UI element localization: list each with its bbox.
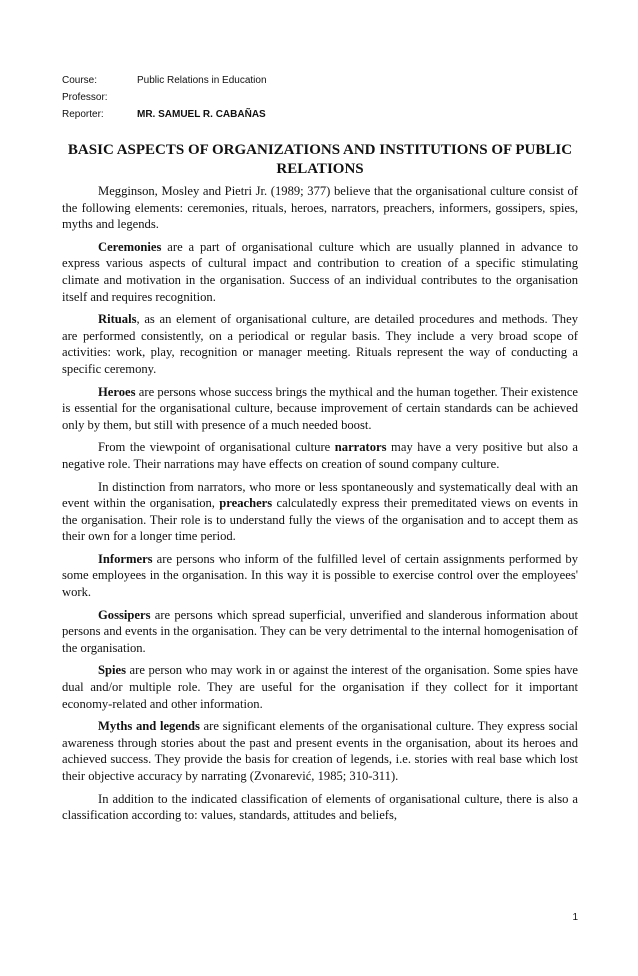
- course-row: [62, 72, 267, 89]
- course-value: Public Relations in Education: [137, 75, 267, 86]
- paragraph-text: In addition to the indicated classification of elements of organisational culture, there is also a classification according to: values, standards, attitudes and beliefs,: [62, 791, 578, 823]
- course-header: [62, 72, 267, 123]
- reporter-row: [62, 106, 267, 123]
- paragraph-classification: [62, 791, 578, 824]
- reporter-label: Reporter:: [62, 109, 104, 120]
- professor-label: Professor:: [62, 92, 108, 103]
- paragraph-text: Megginson, Mosley and Pietri Jr. (1989; 377) believe that the organisational culture consist of the following elements: ceremonies, rituals, heroes, narrators, preachers, informers, gossipers, spies, myths and legends.: [62, 184, 578, 232]
- term-myths-legends: Myths and legends: [98, 719, 200, 734]
- term-heroes: Heroes: [98, 384, 136, 399]
- paragraph-ceremonies: [62, 239, 578, 305]
- term-gossipers: Gossipers: [98, 607, 151, 622]
- paragraph-informers: [62, 551, 578, 601]
- paragraph-text: are persons who inform of the fulfilled level of certain assignments performed by some employees in the organisation. In this way it is possible to exercise control over the employees' work.: [62, 551, 578, 600]
- paragraph-pre-text: In distinction from narrators, who more or less spontaneously and systematically deal with an event within the organisation,: [62, 479, 578, 511]
- term-spies: Spies: [98, 663, 126, 678]
- paragraph-myths-legends: [62, 718, 578, 784]
- reporter-value: MR. SAMUEL R. CABAÑAS: [137, 109, 266, 120]
- paragraph-text: may have a very positive but also a negative role. Their narrations may have effects on creation of sound company culture.: [62, 440, 578, 471]
- paragraph-rituals: [62, 311, 578, 377]
- paragraph-pre-text: From the viewpoint of organisational culture: [98, 440, 335, 455]
- paragraph-text: are persons which spread superficial, unverified and slanderous information about persons and events in the organisation. They can be very detrimental to the internal homogenisation of the organisation.: [62, 607, 578, 655]
- page-number: 1: [572, 912, 578, 923]
- paragraph-intro: [62, 183, 578, 233]
- term-preachers: preachers: [219, 496, 273, 511]
- paragraph-preachers: [62, 479, 578, 545]
- paragraph-text: , as an element of organisational culture, are detailed procedures and methods. They are performed consistently, on a periodical or regular basis. They include a very broad scope of activities: work, play, recognition or manager meeting. Rituals represent the way of conducting a specific ceremony.: [62, 312, 578, 376]
- paragraph-heroes: [62, 384, 578, 434]
- paragraph-text: are persons whose success brings the mythical and the human together. Their existence is essential for the organisational culture, because improvement of certain standards can be achieved only by them, but still with presence of a much needed boost.: [62, 384, 578, 432]
- paragraph-text: are a part of organisational culture which are usually planned in advance to express various aspects of cultural impact and contribution to creation of a specific stimulating climate and motivation in the organisation. Success of an individual contributes to the organisation itself and requires recognition.: [62, 239, 578, 304]
- paragraph-spies: [62, 662, 578, 712]
- paragraph-text: are person who may work in or against the interest of the organisation. Some spies have dual and/or multiple role. They are useful for the organisation if they collect for it important economy-related and other information.: [62, 663, 578, 711]
- paragraph-narrators: [62, 439, 578, 472]
- term-rituals: Rituals: [98, 312, 137, 327]
- course-label: Course:: [62, 75, 98, 86]
- paragraph-text: are significant elements of the organisational culture. They express social awareness through stories about the past and present events in the organisation, about its heroes and achieved success. They provide the basis for creation of legends, i.e. stories with real base which lost their objective accuracy by narrating (Zvonarević, 1985; 310-311).: [62, 719, 578, 783]
- term-ceremonies: Ceremonies: [98, 239, 162, 254]
- document-title: BASIC ASPECTS OF ORGANIZATIONS AND INSTITUTIONS OF PUBLIC RELATIONS: [67, 142, 573, 177]
- document-body: [62, 183, 578, 830]
- professor-row: [62, 89, 267, 106]
- term-informers: Informers: [98, 551, 153, 566]
- paragraph-text: calculatedly express their premeditated views on events in the organisation. Their role is to understand fully the views of the organisation and to accept them as their own for a longer time period.: [62, 496, 578, 544]
- paragraph-gossipers: [62, 607, 578, 657]
- term-narrators: narrators: [334, 440, 387, 455]
